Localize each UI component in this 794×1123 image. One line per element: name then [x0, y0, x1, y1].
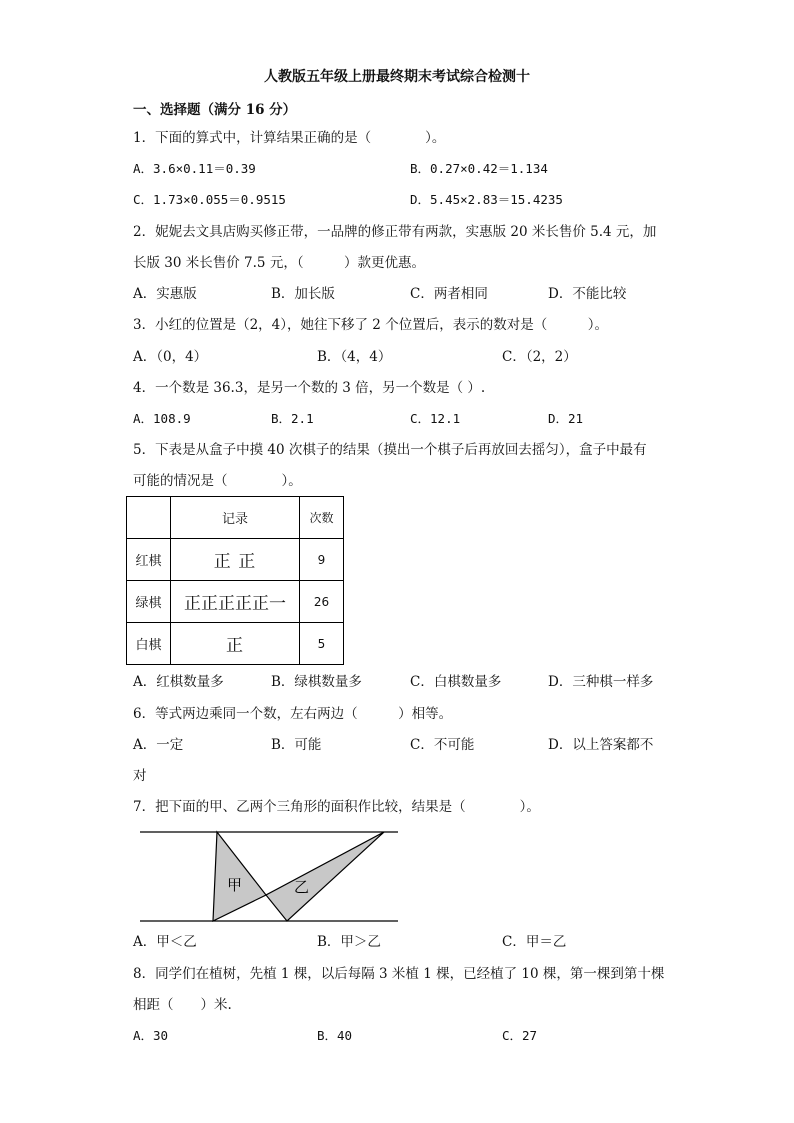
question-7-option-c: C．甲＝乙 — [502, 934, 567, 950]
document-title: 人教版五年级上册最终期末考试综合检测十 — [264, 69, 530, 85]
question-5-option-d: D．三种棋一样多 — [548, 674, 654, 690]
question-1-stem: 1．下面的算式中，计算结果正确的是（ ）。 — [133, 130, 446, 146]
question-4-option-b: B．2.1 — [271, 411, 314, 426]
question-1-option-b: B．0.27×0.42＝1.134 — [410, 161, 548, 176]
question-4-option-d: D．21 — [548, 411, 584, 426]
count-white: 5 — [300, 623, 344, 665]
question-2-option-c: C．两者相同 — [410, 286, 488, 302]
question-6-option-a: A．一定 — [133, 737, 184, 753]
question-1-option-c: C．1.73×0.055＝0.9515 — [133, 192, 286, 207]
question-6-option-d-wrap: 对 — [133, 768, 147, 784]
table-row — [127, 581, 344, 623]
row-label-green: 绿棋 — [127, 581, 171, 623]
count-green: 26 — [300, 581, 344, 623]
label-jia: 甲 — [227, 876, 243, 894]
tally-green: 正正正正正一 — [171, 581, 300, 623]
question-7-stem: 7．把下面的甲、乙两个三角形的面积作比较，结果是（ ）。 — [133, 799, 540, 815]
question-2-option-a: A．实惠版 — [133, 286, 197, 302]
question-3-option-b: B．（4，4） — [317, 349, 392, 365]
question-3-option-c: C．（2，2） — [502, 349, 577, 365]
question-7-option-b: B．甲＞乙 — [317, 934, 381, 950]
question-8-option-c: C．27 — [502, 1028, 538, 1043]
row-label-white: 白棋 — [127, 623, 171, 665]
question-2-stem-line2: 长版 30 米长售价 7.5 元，（ ）款更优惠。 — [133, 255, 426, 271]
question-8-option-a: A．30 — [133, 1028, 169, 1043]
question-6-option-c: C．不可能 — [410, 737, 475, 753]
question-8-option-b: B．40 — [317, 1028, 353, 1043]
question-6-stem: 6．等式两边乘同一个数，左右两边（ ）相等。 — [133, 706, 453, 722]
question-8-stem-line1: 8．同学们在植树，先植 1 棵，以后每隔 3 米植 1 棵，已经植了 10 棵，第一棵到第十棵 — [133, 966, 665, 982]
question-1-option-a: A．3.6×0.11＝0.39 — [133, 161, 256, 176]
triangles-figure — [136, 826, 402, 926]
question-3-option-a: A．（0，4） — [133, 349, 208, 365]
label-yi: 乙 — [294, 878, 310, 896]
question-1-option-d: D．5.45×2.83＝15.4235 — [410, 192, 563, 207]
triangle-yi — [266, 832, 384, 921]
question-2-option-b: B．加长版 — [271, 286, 335, 302]
question-2-stem-line1: 2．妮妮去文具店购买修正带，一品牌的修正带有两款，实惠版 20 米长售价 5.4 元，加 — [133, 224, 657, 240]
question-5-stem-line2: 可能的情况是（ ）。 — [133, 473, 302, 489]
table-header-empty — [127, 497, 171, 539]
question-4-option-c: C．12.1 — [410, 411, 461, 426]
question-5-option-c: C．白棋数量多 — [410, 674, 502, 690]
table-row — [127, 539, 344, 581]
question-7-option-a: A．甲＜乙 — [133, 934, 197, 950]
table-header-record: 记录 — [171, 497, 300, 539]
question-6-option-b: B．可能 — [271, 737, 322, 753]
question-2-option-d: D．不能比较 — [548, 286, 627, 302]
section-heading: 一、选择题（满分 16 分） — [133, 102, 297, 118]
row-label-red: 红棋 — [127, 539, 171, 581]
question-6-option-d: D．以上答案都不 — [548, 737, 654, 753]
tally-table — [126, 496, 344, 665]
table-header-row — [127, 497, 344, 539]
question-5-option-b: B．绿棋数量多 — [271, 674, 362, 690]
table-header-count: 次数 — [300, 497, 344, 539]
question-5-option-a: A．红棋数量多 — [133, 674, 224, 690]
question-4-option-a: A．108.9 — [133, 411, 191, 426]
question-5-stem-line1: 5．下表是从盒子中摸 40 次棋子的结果（摸出一个棋子后再放回去摇匀），盒子中最有 — [133, 442, 647, 458]
count-red: 9 — [300, 539, 344, 581]
question-3-stem: 3．小红的位置是（2，4），她往下移了 2 个位置后，表示的数对是（ ）。 — [133, 317, 608, 333]
tally-red: 正 正 — [171, 539, 300, 581]
tally-white: 正 — [171, 623, 300, 665]
table-row — [127, 623, 344, 665]
question-4-stem: 4．一个数是 36.3，是另一个数的 3 倍，另一个数是（ ）. — [133, 380, 486, 396]
question-8-stem-line2: 相距（ ）米. — [133, 997, 232, 1013]
